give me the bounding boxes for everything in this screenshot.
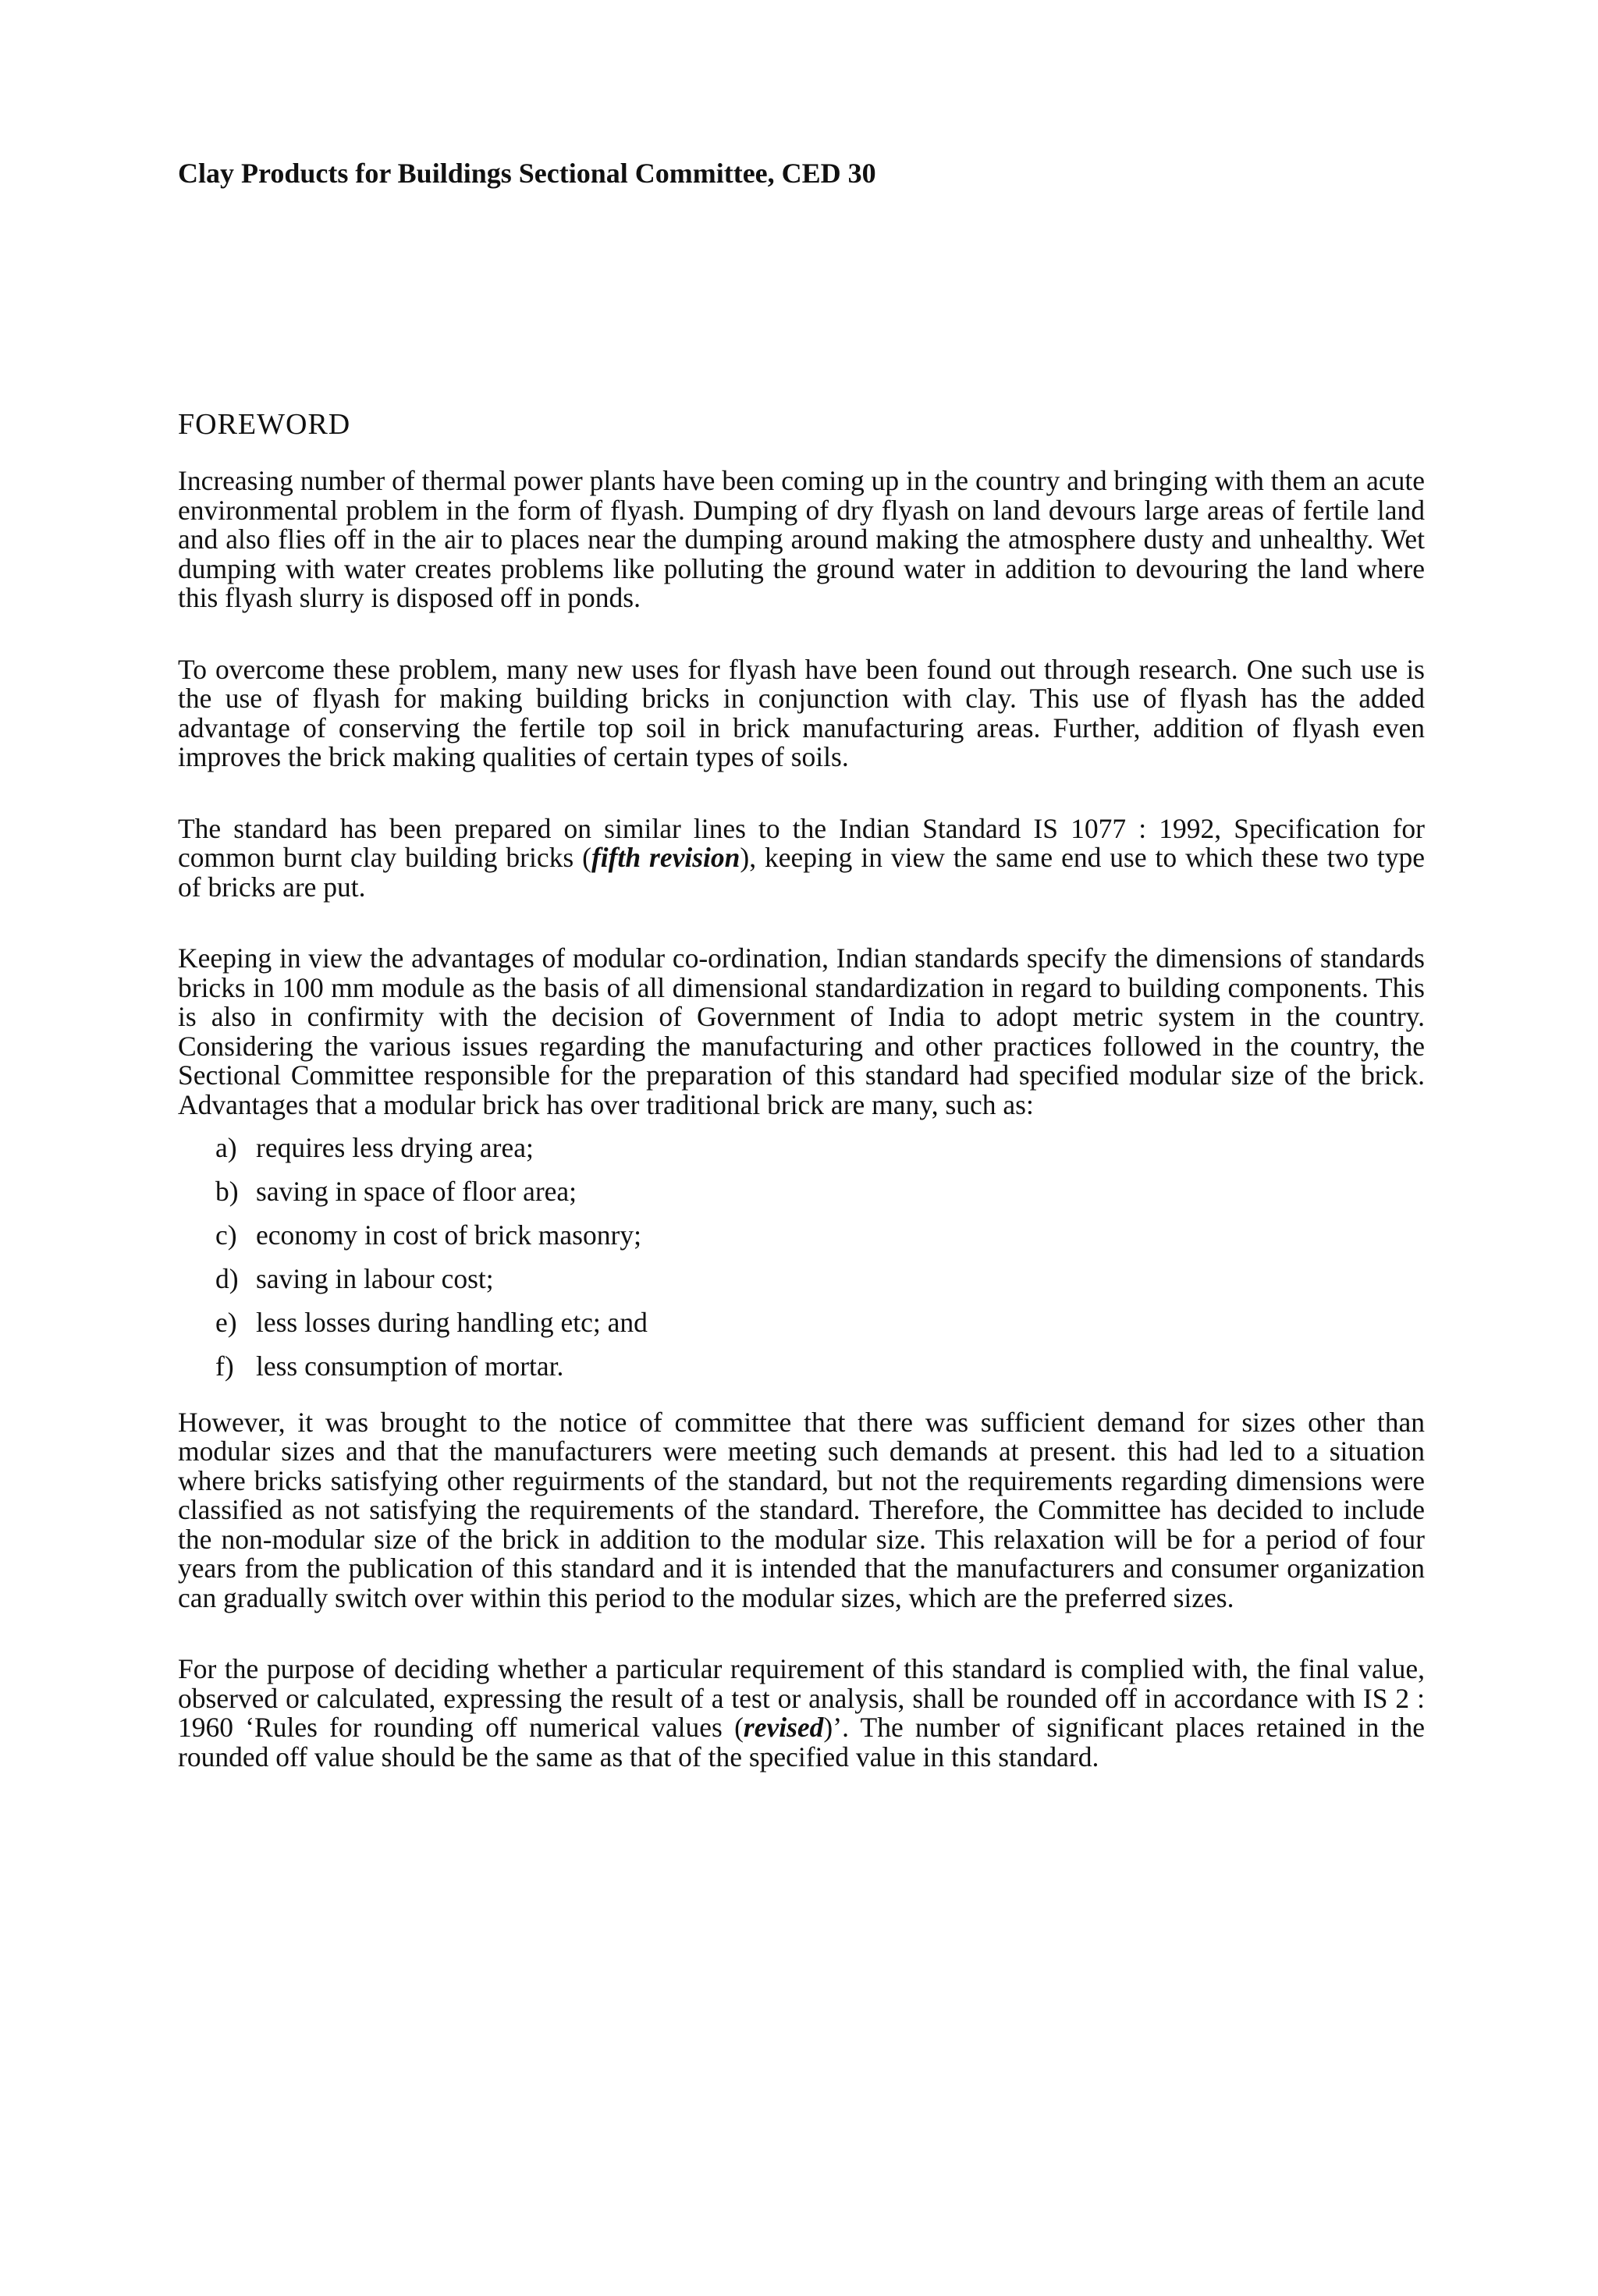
paragraph-flyash-uses: To overcome these problem, many new uses for flyash have been found out through research. One such use is the use of flyash for making building bricks in conjunction with clay. This use of flyash has the added advantage of conserving the fertile top soil in brick manufacturing areas. Further, addition of flyash even improves the brick making qualities of certain types of soils. [178,653,1425,772]
list-item-text: requires less drying area; [256,1132,534,1163]
foreword-body [178,467,1425,1772]
paragraph-non-modular-sizes: However, it was brought to the notice of committee that there was sufficient demand for sizes other than modular sizes and that the manufacturers were meeting such demands at present. this had led to a situation where bricks satisfying other reguirments of the standard, but not the requirements regarding dimensions were classified as not satisfying the requirements of the standard. Therefore, the Committee has decided to include the non-modular size of the brick in addition to the modular size. This relaxation will be for a period of four years from the publication of this standard and it is intended that the manufacturers and consumer organization can gradually switch over within this period to the modular sizes, which are the preferred sizes. [178,1406,1425,1613]
paragraph-rounding-off-text-b: )’. The number of significant places retained in the rounded off value should be the same as that of the specified value in this standard. [178,1712,1425,1773]
list-item [215,1265,1425,1294]
paragraph-rounding-off [178,1655,1425,1772]
revision-note: fifth revision [591,842,740,873]
paragraph-rounding-off-text-a: For the purpose of deciding whether a particular requirement of this standard is complied with, the final value, observed or calculated, expressing the result of a test or analysis, shall be rounded off in accordance with IS 2 : 1960 ‘Rules for rounding off numerical values ( [178,1653,1425,1743]
paragraph-standard-basis [178,814,1425,903]
paragraph-standard-basis-text-b: ), keeping in view the same end use to which these two type of bricks are put. [178,842,1426,903]
list-item [215,1352,1425,1382]
paragraph-flyash-problem: Increasing number of thermal power plants have been coming up in the country and bringing with them an acute environmental problem in the form of flyash. Dumping of dry flyash on land devours large areas of fertile land and also flies off in the air to places near the dumping around making the atmosphere dusty and unhealthy. Wet dumping with water creates problems like polluting the ground water in addition to devouring the land where this flyash slurry is disposed off in ponds. [178,465,1425,613]
list-item-mark: c) [215,1219,237,1251]
list-item [215,1134,1425,1163]
list-item [215,1177,1425,1207]
list-item [215,1308,1425,1338]
list-item-mark: d) [215,1263,239,1294]
list-item-mark: e) [215,1307,237,1338]
list-item-text: less losses during handling etc; and [256,1307,648,1338]
list-item-text: saving in space of floor area; [256,1176,577,1207]
list-item-text: economy in cost of brick masonry; [256,1219,641,1251]
committee-title: Clay Products for Buildings Sectional Committee, CED 30 [178,158,876,189]
list-item [215,1221,1425,1251]
list-item-mark: a) [215,1132,237,1163]
paragraph-modular-coordination: Keeping in view the advantages of modular co-ordination, Indian standards specify the dimensions of standards bricks in 100 mm module as the basis of all dimensional standardization in regard to building components. This is also in confirmity with the decision of Government of India to adopt metric system in the country. Considering the various issues regarding the manufacturing and other practices followed in the country, the Sectional Committee responsible for the preparation of this standard had specified modular size of the brick. Advantages that a modular brick has over traditional brick are many, such as: [178,942,1425,1120]
list-item-text: saving in labour cost; [256,1263,494,1294]
paragraph-standard-basis-text-a: The standard has been prepared on similar lines to the Indian Standard IS 1077 : 1992, Specification for common burnt clay building bricks ( [178,812,1425,873]
list-item-text: less consumption of mortar. [256,1350,564,1382]
advantages-list [178,1134,1425,1382]
foreword-heading: FOREWORD [178,408,351,441]
list-item-mark: b) [215,1176,239,1207]
list-item-mark: f) [215,1350,234,1382]
revised-note: revised [743,1712,824,1743]
